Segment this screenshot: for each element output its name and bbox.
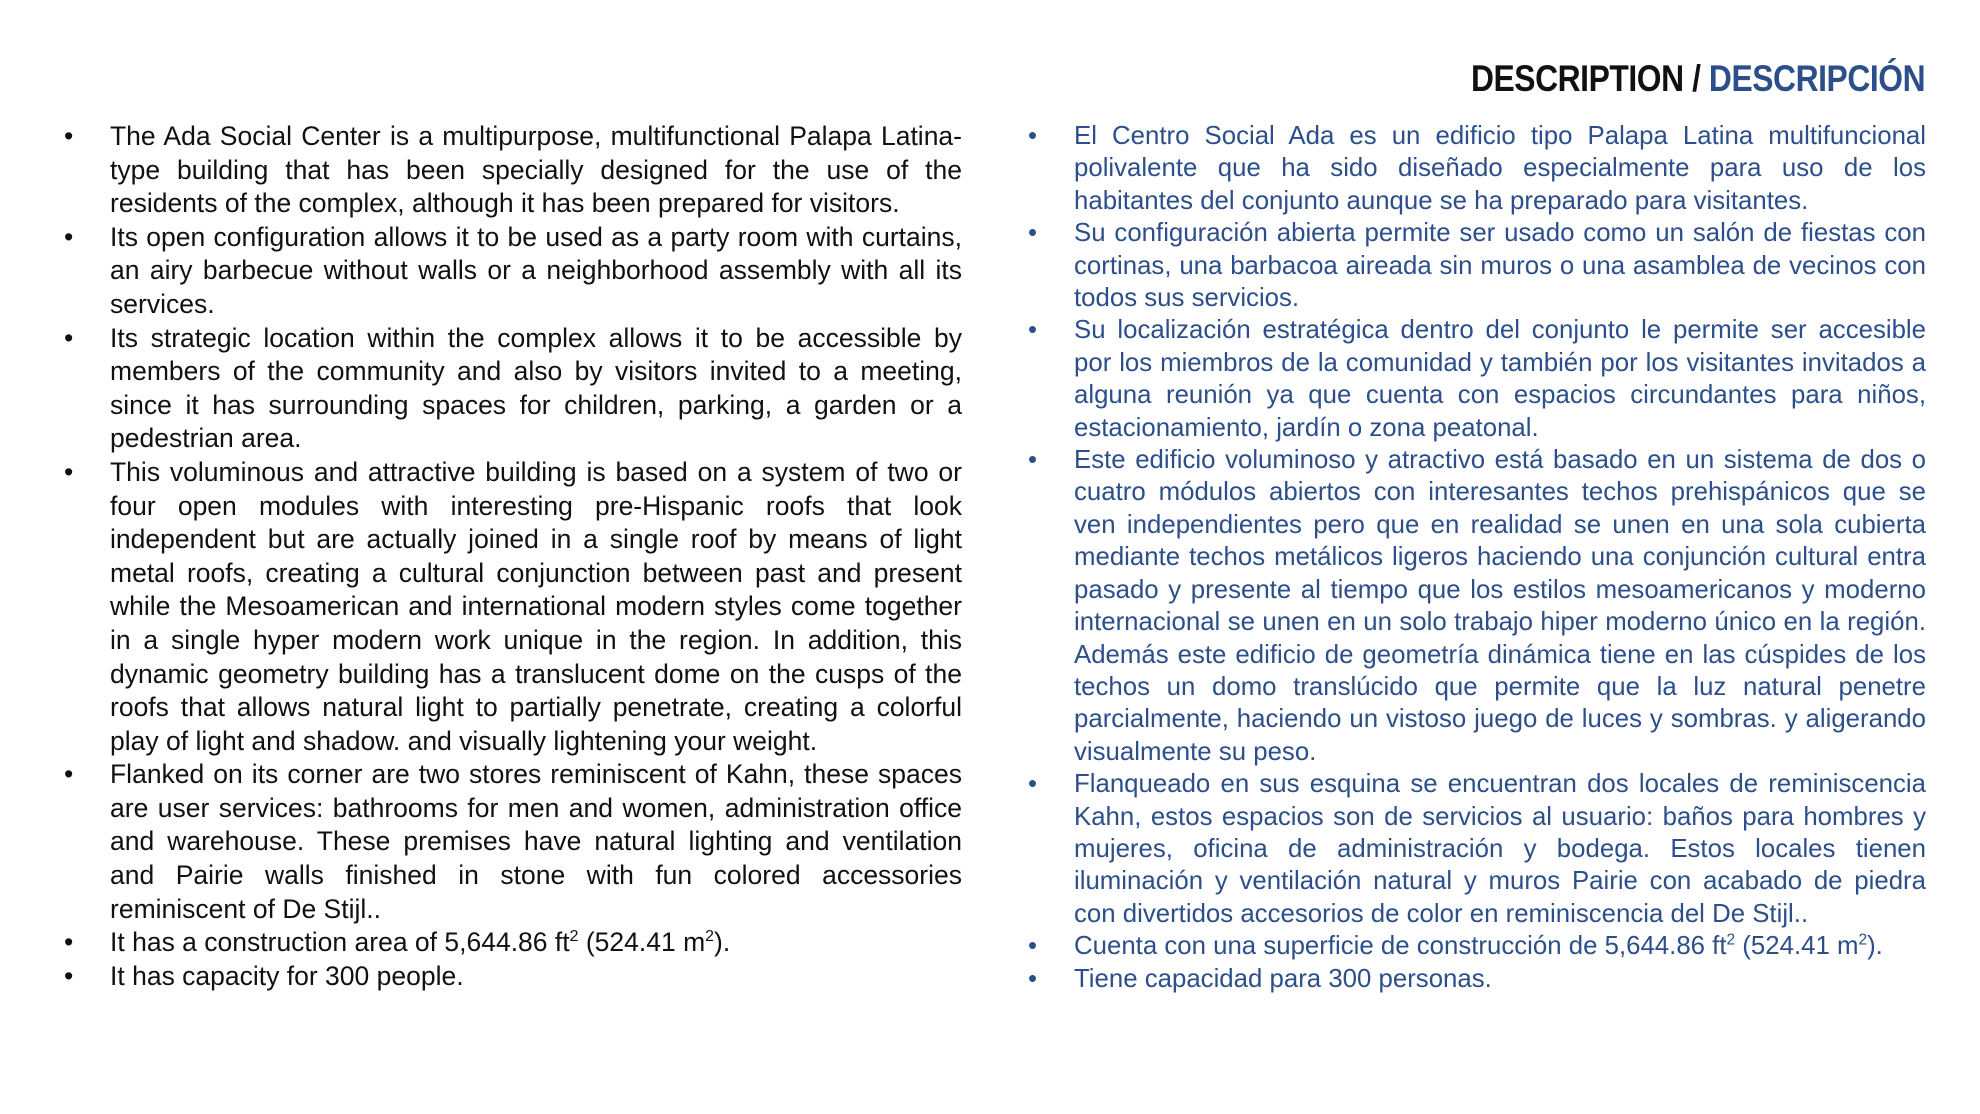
spanish-item-stores: • Flanqueado en sus esquina se encuentran dos locales de reminiscencia Kahn, estos espacios son de servicios al usuario: baños para hombres y mujeres, oficina de administración y bodega. Estos locales tienen iluminación y ventilación natural y muros Pairie con acabado de piedra con divertidos accesorios de color en reminiscencia del De Stijl..: [1074, 768, 1926, 930]
spanish-item-area: [1074, 930, 1926, 962]
english-area-middle: (524.41 m: [578, 927, 706, 958]
english-item-location: • Its strategic location within the complex allows it to be accessible by members of the community and also by visitors invited to a meeting, since it has surrounding spaces for children, parking, a garden or a pedestrian area.: [110, 322, 962, 456]
page-heading: [1471, 58, 1925, 100]
english-area-sup-m: 2: [705, 928, 714, 946]
spanish-area-suffix: ).: [1867, 932, 1883, 961]
english-item-stores: • Flanked on its corner are two stores reminiscent of Kahn, these spaces are user services: bathrooms for men and women, administration office and warehouse. These premises have natural lighting and ventilation and Pairie walls finished in stone with fun colored accessories reminiscent of De Stijl..: [110, 758, 962, 926]
heading-spanish: DESCRIPCIÓN: [1708, 58, 1925, 99]
heading-separator: /: [1683, 58, 1709, 99]
spanish-item-location: • Su localización estratégica dentro del conjunto le permite ser accesible por los miembros de la comunidad y también por los visitantes invitados a alguna reunión ya que cuenta con espacios circundantes para niños, estacionamiento, jardín o zona peatonal.: [1074, 314, 1926, 444]
spanish-area-sup-ft: 2: [1726, 931, 1736, 949]
english-item-purpose: • The Ada Social Center is a multipurpose, multifunctional Palapa Latina-type building that has been specially designed for the use of the residents of the complex, although it has been prepared for visitors.: [110, 120, 962, 221]
english-item-configuration: • Its open configuration allows it to be used as a party room with curtains, an airy barbecue without walls or a neighborhood assembly with all its services.: [110, 221, 962, 322]
english-description-list: [110, 120, 962, 993]
spanish-item-capacity: • Tiene capacidad para 300 personas.: [1074, 963, 1926, 995]
spanish-area-sup-m: 2: [1858, 931, 1868, 949]
spanish-description-list: [1074, 120, 1926, 995]
spanish-area-middle: (524.41 m: [1735, 932, 1859, 961]
english-item-building-system: • This voluminous and attractive building is based on a system of two or four open modules with interesting pre-Hispanic roofs that look independent but are actually joined in a single roof by means of light metal roofs, creating a cultural conjunction between past and present while the Mesoamerican and international modern styles come together in a single hyper modern work unique in the region. In addition, this dynamic geometry building has a translucent dome on the cusps of the roofs that allows natural light to partially penetrate, creating a colorful play of light and shadow. and visually lightening your weight.: [110, 456, 962, 758]
english-area-sup-ft: 2: [569, 928, 579, 946]
spanish-item-building-system: • Este edificio voluminoso y atractivo está basado en un sistema de dos o cuatro módulos abiertos con interesantes techos prehispánicos que se ven independientes pero que en realidad se unen en una sola cubierta mediante techos metálicos ligeros haciendo una conjunción cultural entra pasado y presente al tiempo que los estilos mesoamericanos y moderno internacional se unen en un solo trabajo hiper moderno único en la región. Además este edificio de geometría dinámica tiene en las cúspides de los techos un domo translúcido que permite que la luz natural penetre parcialmente, haciendo un vistoso juego de luces y sombras. y aligerando visualmente su peso.: [1074, 444, 1926, 768]
spanish-item-configuration: • Su configuración abierta permite ser usado como un salón de fiestas con cortinas, una barbacoa aireada sin muros o una asamblea de vecinos con todos sus servicios.: [1074, 217, 1926, 314]
english-item-capacity: • It has capacity for 300 people.: [110, 960, 962, 994]
spanish-item-purpose: • El Centro Social Ada es un edificio tipo Palapa Latina multifuncional polivalente que ha sido diseñado especialmente para uso de los habitantes del conjunto aunque se ha preparado para visitantes.: [1074, 120, 1926, 217]
english-area-prefix: It has a construction area of 5,644.86 ft: [110, 927, 570, 958]
english-item-area: [110, 926, 962, 960]
english-area-suffix: ).: [714, 927, 731, 958]
spanish-area-prefix: Cuenta con una superficie de construcción de 5,644.86 ft: [1074, 932, 1727, 961]
heading-english: DESCRIPTION: [1470, 58, 1684, 99]
